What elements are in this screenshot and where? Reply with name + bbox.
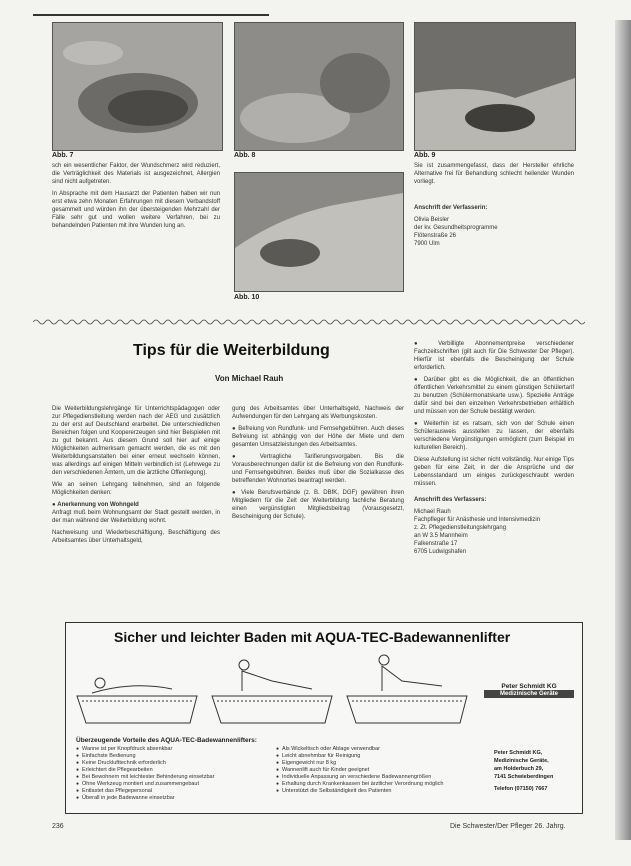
article-col1-bullet-text: Anfragt muß beim Wohnungsamt der Stadt gestellt werden, in der man während der Weiterbildung wohnt.	[52, 510, 220, 524]
ad-address-line: Telefon (07150) 7667	[494, 786, 548, 792]
ad-benefit-item: ● Bei Bewohnern mit leichtester Behinderung einsetzbar	[76, 774, 271, 781]
ad-subtitle: Überzeugende Vorteile des AQUA-TEC-Badewannenlifters:	[76, 737, 257, 744]
ad-benefit-item: ● Erleichtert die Pflegearbeiten	[76, 767, 271, 774]
article-column-3	[414, 340, 574, 556]
article-col3-bullet-3: Weiterhin ist es ratsam, sich von der Schule einen Schülerausweis ausstellen zu lassen, der ebenfalls verschiedene Vergünstigungen ermöglicht (zum Beispiel im kulturellen Bereich).	[414, 421, 575, 451]
ad-benefit-item: ● Eigengewicht nur 8 kg	[276, 760, 486, 767]
ad-benefit-item: ● Wannenlift auch für Kinder geeignet	[276, 767, 486, 774]
wound-photo-9	[414, 22, 576, 151]
ad-logo	[484, 683, 574, 698]
article-col1-bullet-head: Anerkennung von Wohngeld	[57, 502, 139, 508]
ad-logo-tagline: Medizinische Geräte	[484, 690, 574, 698]
article-address-line: z. Zt. Pflegedienstleitungslehrgang	[414, 525, 507, 531]
author-address-line: Olivia Beisler	[414, 217, 450, 223]
top-col3-para-1: Sie ist zusammengefasst, dass der Hersteller ehrliche Alternative frei für Behandlung schlecht heilender Wunden vorliegt.	[414, 163, 574, 185]
wound-photo-8	[234, 22, 404, 151]
caption-abb-10: Abb. 10	[234, 294, 260, 301]
article-column-1	[52, 405, 220, 549]
author-address-line: Flötenstraße 26	[414, 233, 457, 239]
top-col1-para-2: In Absprache mit dem Hausarzt der Patienten haben wir nun erst etwa zehn Monaten Erfahrungen mit diesem Verbandstoff gesammelt und würden ihn der übersteigenden Mehrzahl der Fälle sehr gut und wollen weitere Verfahren, bei zu behandelnden Patienten mit ihre Wunden lung an.	[52, 191, 220, 229]
bullet-icon: ●	[414, 377, 424, 383]
page-number: 236	[52, 823, 64, 830]
article-address-heading: Anschrift des Verfassers:	[414, 497, 487, 503]
ad-benefit-item: ● Keine Drucklufttechnik erforderlich	[76, 760, 271, 767]
ad-benefit-item: ● Leicht abnehmbar für Reinigung	[276, 753, 486, 760]
advertisement-box	[65, 622, 583, 814]
journal-name: Die Schwester/Der Pfleger 26. Jahrg.	[450, 823, 566, 830]
article-address-line: Michael Rauh	[414, 509, 451, 515]
article-address-line: Fachpfleger für Anästhesie und Intensivmedizin	[414, 517, 541, 523]
article-col1-para-2: Wie an seinen Lehrgang teilnehmen, sind an folgende Möglichkeiten denken:	[52, 482, 220, 496]
bullet-icon: ●	[414, 421, 424, 427]
ad-address	[494, 749, 578, 793]
ad-address-line: am Holderbuch 29,	[494, 766, 544, 772]
ad-benefit-item: ● Einfachste Bedienung	[76, 753, 271, 760]
bathtub-lift-illustration	[72, 651, 472, 731]
ad-benefit-item: ● Individuelle Anpassung an verschiedene Badewannengrößen	[276, 774, 486, 781]
bullet-icon: ●	[414, 341, 439, 347]
article-col2-para-1: gung des Arbeitsamtes über Unterhaltsgeld, Nachweis der Aufwendungen für den Lehrgang als Werbungskosten.	[232, 406, 404, 420]
ad-benefit-item: ● Überall in jede Badewanne einsetzbar	[76, 795, 271, 802]
ad-address-line: 7141 Schwieberdingen	[494, 774, 554, 780]
wavy-separator	[33, 318, 585, 326]
author-address-heading: Anschrift der Verfasserin:	[414, 205, 488, 211]
page-edge-shadow	[615, 20, 631, 840]
ad-benefit-item: ● Unterstützt die Selbständigkeit des Patienten	[276, 788, 486, 795]
bullet-icon: ●	[232, 454, 260, 460]
top-column-3	[414, 162, 574, 248]
article-col1-para-1: Die Weiterbildungslehrgänge für Unterrichtspädagogen oder zur Pflegedienstleitung werden nach der AEG und zusätzlich zu der erst auf Deutschland erarbeitet. Die unterschiedlichen Bereichen folgen und Koopererzeugen sind hier Beispielen mit zu gut bekannt. Aus diesem Grund soll hier auf einige Möglichkeiten aufmerksam gemacht werden, die es mit den Weiterbildungsanstalten bei einer erneut wechseln können, was allerdings auf einigen Mitteln verbindlich ist (Lehrwege zu den verschiedenen Ämtern, um die ärztliche Offenlegung).	[52, 406, 220, 476]
article-author: Von Michael Rauh	[215, 374, 284, 383]
article-address-line: 6705 Ludwigshafen	[414, 549, 467, 555]
top-rule	[33, 14, 269, 16]
ad-address-line: Medizinische Geräte,	[494, 758, 549, 764]
bullet-icon: ●	[232, 490, 242, 496]
article-col3-bullet-1: Verbilligte Abonnementpreise verschiedener Fachzeitschriften (gilt auch für Die Schwester Der Pfleger). Hierfür ist ebenfalls die Bescheinigung der Schule erforderlich.	[414, 341, 574, 371]
wound-photo-7	[52, 22, 223, 151]
ad-benefits-right	[276, 746, 486, 795]
article-col3-bullet-2: Darüber gibt es die Möglichkeit, die an öffentlichen öffentlichen Verkehrsmittel zu einem günstigen Schülertarif zu benutzen (Schülermonatskarte usw.). Spezielle Anträge dafür sind bei den einzelnen Verkehrsbetrieben erhältlich und müssen von der Schule bestätigt werden.	[414, 377, 574, 415]
ad-logo-name: Peter Schmidt KG	[501, 683, 557, 690]
caption-abb-7: Abb. 7	[52, 152, 74, 159]
article-col2-bullet-1: Befreiung von Rundfunk- und Fernsehgebühren. Auch dieses Befreiung ist abhängig von der Höhe der Miete und dem gesamten Umsatzleistungen des Arbeitsamtes.	[232, 426, 404, 448]
top-column-1	[52, 162, 220, 234]
ad-benefit-item: ● Entlastet das Pflegepersonal	[76, 788, 271, 795]
caption-abb-8: Abb. 8	[234, 152, 256, 159]
ad-benefit-item: ● Als Wickeltisch oder Ablage verwendbar	[276, 746, 486, 753]
ad-benefit-item: ● Wanne ist per Knopfdruck absenkbar	[76, 746, 271, 753]
wound-photo-10	[234, 172, 404, 292]
ad-benefit-item: ● Erhaltung durch Krankenkassen bei ärztlicher Verordnung möglich	[276, 781, 486, 788]
ad-title: Sicher und leichter Baden mit AQUA-TEC-Badewannenlifter	[114, 629, 511, 645]
ad-benefits-left	[76, 746, 271, 802]
top-col1-para-1: sch ein wesentlicher Faktor, der Wundschmerz wird reduziert, die Verträglichkeit des Materials ist ausgezeichnet, Allergien sind nicht aufgetreten.	[52, 163, 220, 185]
bullet-icon: ●	[232, 426, 239, 432]
article-col1-tail: Nachweisung und Wiederbeschäftigung, Beschäftigung des Arbeitsamtes über Unterhaltsgeld,	[52, 530, 220, 544]
article-address-line: Falkenstraße 17	[414, 541, 458, 547]
author-address-line: der kv. Gesundheitsprogramme	[414, 225, 498, 231]
article-column-2	[232, 405, 404, 525]
article-col2-bullet-2: Vertragliche Tarifierungsvorgaben. Bis die Vorausberechnungen dafür ist die Befreiung von den Rundfunk- und Fernsehgebühren. Beides muß über die Sozialkasse des betreffenden Wohnortes beantragt werden.	[232, 454, 405, 484]
ad-benefit-item: ● Ohne Werkzeug montiert und zusammengebaut	[76, 781, 271, 788]
caption-abb-9: Abb. 9	[414, 152, 436, 159]
article-col2-bullet-3: Viele Berufsverbände (z. B. DBfK, DGF) gewähren ihren Mitgliedern für die Zeit der Weiterbildung fachliche Beratung einen vergünstigten Mitgliedsbeitrag (Vorausgesetzt, Bescheinigung der Schule).	[232, 490, 405, 520]
article-title: Tips für die Weiterbildung	[133, 342, 330, 359]
article-address-line: an W 3.5 Mannheim	[414, 533, 468, 539]
article-col3-para-1: Diese Aufstellung ist sicher nicht vollständig. Nur einige Tips geben für eine Zeit, in der die Ansprüche und der Lebensstandard um einiges zurückgeschraubt werden müssen.	[414, 457, 574, 487]
author-address-line: 7900 Ulm	[414, 241, 440, 247]
ad-address-line: Peter Schmidt KG,	[494, 750, 543, 756]
bullet-icon: ●	[52, 502, 58, 508]
